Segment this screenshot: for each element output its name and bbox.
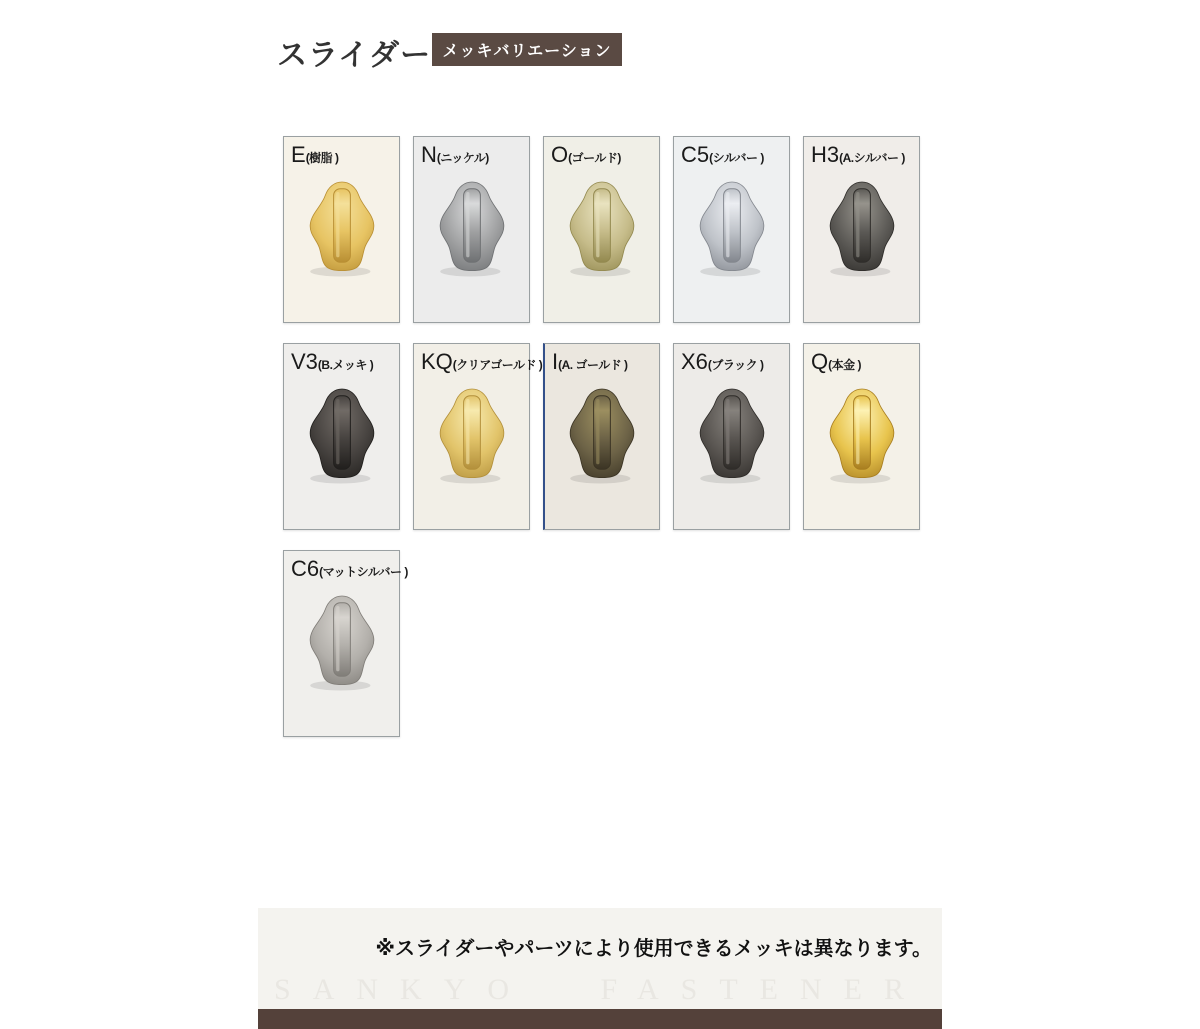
swatch-label	[674, 137, 789, 167]
swatch-label	[804, 344, 919, 374]
swatch-card-H3	[803, 136, 920, 323]
plating-variation-badge: メッキバリエーション	[432, 33, 622, 66]
plating-code: O	[551, 142, 569, 167]
plating-code: N	[421, 142, 437, 167]
swatch-card-V3	[283, 343, 400, 530]
footer-panel	[258, 908, 942, 1029]
plating-name: (A.シルバー )	[839, 151, 905, 165]
plating-name: (B.メッキ )	[317, 358, 374, 372]
slider-photo	[430, 177, 514, 279]
swatch-card-E	[283, 136, 400, 323]
swatch-grid	[283, 136, 920, 737]
slider-photo	[560, 384, 644, 486]
slider-photo	[300, 177, 384, 279]
slider-photo	[820, 177, 904, 279]
slider-photo	[430, 384, 514, 486]
slider-photo	[300, 384, 384, 486]
swatch-label	[414, 137, 529, 167]
watermark-text: SANKYO FASTENER	[274, 973, 926, 1006]
swatch-label	[674, 344, 789, 374]
plating-name: (A. ゴールド )	[558, 358, 628, 372]
swatch-card-C5	[673, 136, 790, 323]
swatch-label	[804, 137, 919, 167]
plating-code: E	[291, 142, 306, 167]
plating-code: KQ	[421, 349, 453, 374]
plating-code: H3	[811, 142, 840, 167]
plating-name: (マットシルバー )	[319, 565, 408, 579]
swatch-card-N	[413, 136, 530, 323]
usage-note: ※スライダーやパーツにより使用できるメッキは異なります。	[375, 938, 932, 960]
slider-photo	[560, 177, 644, 279]
plating-code: V3	[291, 349, 318, 374]
plating-name: (クリアゴールド )	[452, 358, 543, 372]
footer-bar	[258, 1009, 942, 1029]
slider-photo	[690, 177, 774, 279]
plating-name: (ブラック )	[707, 358, 764, 372]
swatch-card-X6	[673, 343, 790, 530]
swatch-card-KQ	[413, 343, 543, 530]
swatch-card-O	[543, 136, 660, 323]
plating-code: C6	[291, 556, 320, 581]
swatch-card-I	[543, 343, 660, 530]
plating-name: (ニッケル)	[436, 151, 489, 165]
swatch-label	[545, 344, 659, 374]
swatch-label	[284, 137, 399, 167]
swatch-card-Q	[803, 343, 920, 530]
slider-photo	[300, 591, 384, 693]
swatch-label	[414, 344, 543, 374]
plating-code: Q	[811, 349, 829, 374]
plating-name: (本金 )	[828, 358, 861, 372]
slider-photo	[820, 384, 904, 486]
plating-name: (樹脂 )	[305, 151, 339, 165]
swatch-label	[284, 344, 399, 374]
swatch-label	[544, 137, 659, 167]
swatch-card-C6	[283, 550, 408, 737]
plating-name: (ゴールド)	[568, 151, 621, 165]
page-title: スライダー	[277, 39, 432, 72]
swatch-label	[284, 551, 408, 581]
plating-code: X6	[681, 349, 708, 374]
plating-code: I	[552, 349, 559, 374]
plating-code: C5	[681, 142, 710, 167]
slider-photo	[690, 384, 774, 486]
plating-name: (シルバー )	[709, 151, 764, 165]
